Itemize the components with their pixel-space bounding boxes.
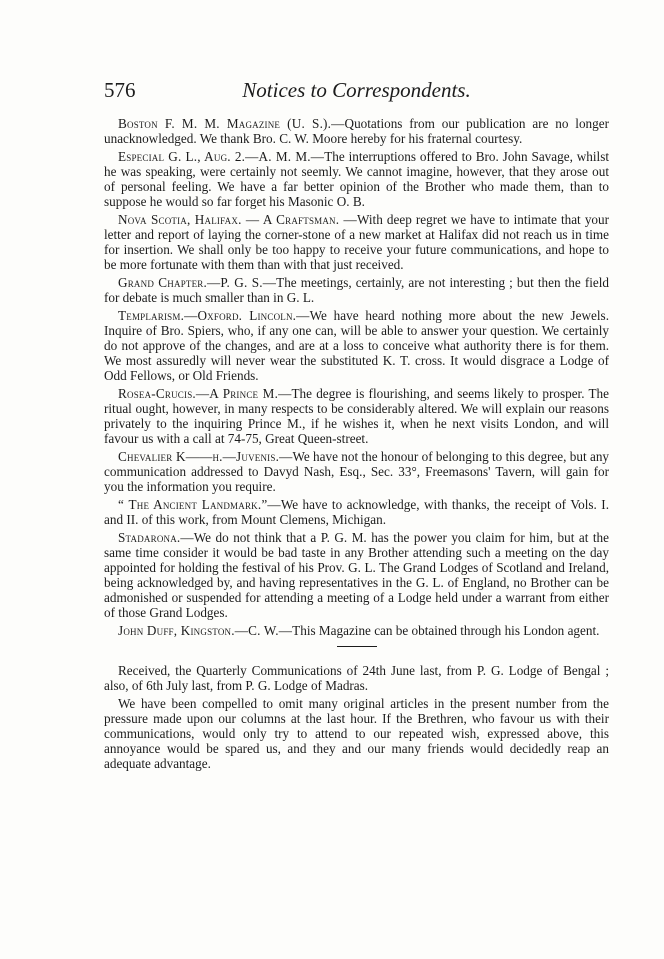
notice-paragraph xyxy=(104,149,609,209)
notice-text: With deep regret we have to intimate that your letter and report of laying the corner-stone of a new market at Halifax did not reach us in time for insertion. We shall only be too happy to receive your future communications, and hope to be more fortunate with them than with that just received. xyxy=(104,212,609,272)
notice-heading: Boston F. M. M. Magazine (U. S.).— xyxy=(118,116,345,131)
notices-body xyxy=(104,116,609,774)
notice-heading: John Duff, Kingston.—C. W.— xyxy=(118,623,293,638)
notice-paragraph xyxy=(104,530,609,620)
notice-heading: Rosea-Crucis.—A Prince M.— xyxy=(118,386,292,401)
notice-text: We have not the honour of belonging to this degree, but any communication addressed to Davyd Nash, Esq., Sec. 33°, Freemasons' Tavern, will gain for you the information you require. xyxy=(104,449,610,494)
notice-paragraph xyxy=(104,212,609,272)
page-header xyxy=(104,78,609,108)
notice-heading: Especial G. L., Aug. 2.—A. M. M.— xyxy=(118,149,325,164)
notice-text: The meetings, certainly, are not interesting ; but then the field for debate is much smaller than in G. L. xyxy=(104,275,609,305)
notice-paragraph xyxy=(104,449,609,494)
notice-paragraph xyxy=(104,623,609,638)
notice-paragraph xyxy=(104,308,609,383)
notice-text: The interruptions offered to Bro. John Savage, whilst he was speaking, were certainly not seemly. We cannot imagine, however, that they arose out of personal feeling. We have a far better opinion of the Brother who made them, than to suppose he would so far forget his Masonic O. B. xyxy=(104,149,609,209)
notice-heading: Nova Scotia, Halifax. — A Craftsman. — xyxy=(118,212,357,227)
closing-paragraph: We have been compelled to omit many original articles in the present number from the pressure made upon our columns at the last hour. If the Brethren, who favour us with their communications, would only try to attend to our repeated wish, expressed above, this annoyance would be spared us, and they and our many friends would decidedly reap an adequate advantage. xyxy=(104,696,609,771)
notice-text: We have to acknowledge, with thanks, the receipt of Vols. I. and II. of this work, from Mount Clemens, Michigan. xyxy=(104,497,609,527)
notice-paragraph xyxy=(104,116,609,146)
notice-heading: Stadarona.— xyxy=(118,530,194,545)
running-title: Notices to Correspondents. xyxy=(242,78,471,102)
page-number: 576 xyxy=(104,78,136,102)
notice-heading: Templarism.—Oxford. Lincoln.— xyxy=(118,308,310,323)
closing-paragraph: Received, the Quarterly Communications of 24th June last, from P. G. Lodge of Bengal ; also, of 6th July last, from P. G. Lodge of Madras. xyxy=(104,663,609,693)
notice-heading: Chevalier K——h.—Juvenis.— xyxy=(118,449,293,464)
notice-text: We do not think that a P. G. M. has the power you claim for him, but at the same time consider it would be bad taste in any Brother attending such a meeting on the day appointed for holding the festival of his Prov. G. L. The Grand Lodges of Scotland and Ireland, being acknowledged by, and having representatives in the G. L. of England, no Brother can be admonished or suspended for attending a meeting of a Lodge held under a warrant from either of those Grand Lodges. xyxy=(104,530,609,620)
notice-paragraph xyxy=(104,386,609,446)
notice-paragraph xyxy=(104,275,609,305)
notice-text: This Magazine can be obtained through his London agent. xyxy=(292,623,600,638)
notice-heading: “ The Ancient Landmark.”— xyxy=(118,497,281,512)
section-divider xyxy=(337,646,377,647)
notice-paragraph xyxy=(104,497,609,527)
notice-heading: Grand Chapter.—P. G. S.— xyxy=(118,275,277,290)
notice-text: Quotations from our publication are no longer unacknowledged. We thank Bro. C. W. Moore hereby for his fraternal courtesy. xyxy=(104,116,609,146)
notice-text: We have heard nothing more about the new Jewels. Inquire of Bro. Spiers, who, if any one can, will be able to answer your question. We certainly do not approve of the changes, and are at a loss to conceive what authority there is for them. We most assuredly will never wear the substituted K. T. cross. It would disgrace a Lodge of Odd Fellows, or Old Friends. xyxy=(104,308,609,383)
notice-text: The degree is flourishing, and seems likely to prosper. The ritual ought, however, in many respects to be considerably altered. We will explain our reasons privately to the inquiring Prince M., if he wishes it, when he next visits London, and will favour us with a call at 74-75, Great Queen-street. xyxy=(104,386,609,446)
